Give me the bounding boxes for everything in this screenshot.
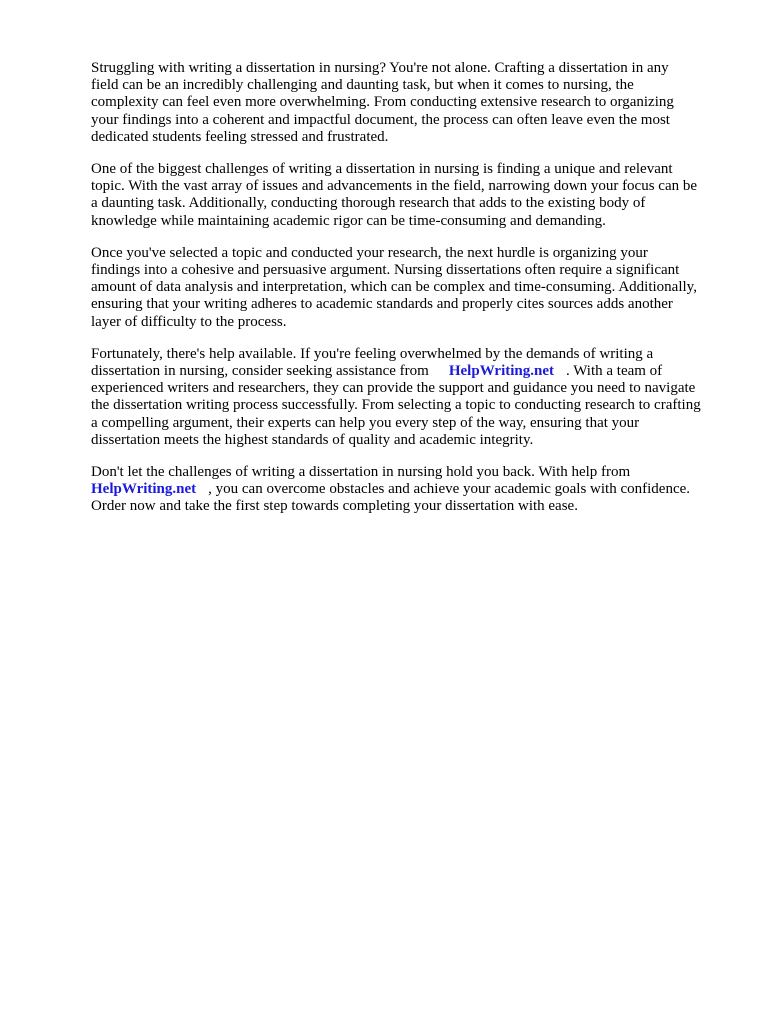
text-line: dedicated students feeling stressed and frustrated. xyxy=(91,128,389,145)
text-line: complexity can feel even more overwhelming. From conducting extensive research to organizing xyxy=(91,94,674,111)
text-line: the dissertation writing process successfully. From selecting a topic to conducting research to crafting xyxy=(91,397,701,414)
text-line: Order now and take the first step towards completing your dissertation with ease. xyxy=(91,498,578,515)
text-line: Fortunately, there's help available. If you're feeling overwhelmed by the demands of writing a xyxy=(91,345,654,362)
text-line: dissertation meets the highest standards of quality and academic integrity. xyxy=(91,431,534,448)
text-line: findings into a cohesive and persuasive argument. Nursing dissertations often require a significant xyxy=(91,262,680,279)
text-line: layer of difficulty to the process. xyxy=(91,313,287,330)
text-line: topic. With the vast array of issues and advancements in the field, narrowing down your focus can be xyxy=(91,178,698,195)
helpwriting-link[interactable]: HelpWriting.net xyxy=(91,481,197,498)
text-line-with-link xyxy=(91,363,723,380)
text-line: ensuring that your writing adheres to academic standards and properly cites sources adds another xyxy=(91,296,673,313)
text-line: a daunting task. Additionally, conducting thorough research that adds to the existing body of xyxy=(91,195,646,212)
text-line: Once you've selected a topic and conducted your research, the next hurdle is organizing your xyxy=(91,244,648,261)
text-line: a compelling argument, their experts can help you every step of the way, ensuring that your xyxy=(91,414,640,431)
text-line: Don't let the challenges of writing a dissertation in nursing hold you back. With help from xyxy=(91,464,631,481)
paragraph-help xyxy=(91,346,723,449)
text-line: knowledge while maintaining academic rigor can be time-consuming and demanding. xyxy=(91,212,606,229)
text-segment: , you can overcome obstacles and achieve your academic goals with confidence. xyxy=(208,481,691,498)
text-line: experienced writers and researchers, they can provide the support and guidance you need to navigate xyxy=(91,380,696,397)
paragraph-challenges xyxy=(91,161,723,230)
text-line: Struggling with writing a dissertation in nursing? You're not alone. Crafting a dissertation in any xyxy=(91,60,669,76)
text-line: field can be an incredibly challenging and daunting task, but when it comes to nursing, the xyxy=(91,77,634,94)
text-line: One of the biggest challenges of writing a dissertation in nursing is finding a unique and relevant xyxy=(91,161,673,178)
text-segment: . With a team of xyxy=(566,363,663,380)
text-line: your findings into a coherent and impactful document, the process can often leave even the most xyxy=(91,111,670,128)
text-segment: dissertation in nursing, consider seeking assistance from xyxy=(91,363,429,380)
paragraph-organizing xyxy=(91,245,723,331)
document-page xyxy=(91,60,723,531)
helpwriting-link[interactable]: HelpWriting.net xyxy=(448,363,554,380)
text-line: amount of data analysis and interpretation, which can be complex and time-consuming. Additionally, xyxy=(91,279,697,296)
paragraph-cta xyxy=(91,464,723,516)
paragraph-intro xyxy=(91,60,723,146)
text-line-with-link xyxy=(91,481,723,498)
